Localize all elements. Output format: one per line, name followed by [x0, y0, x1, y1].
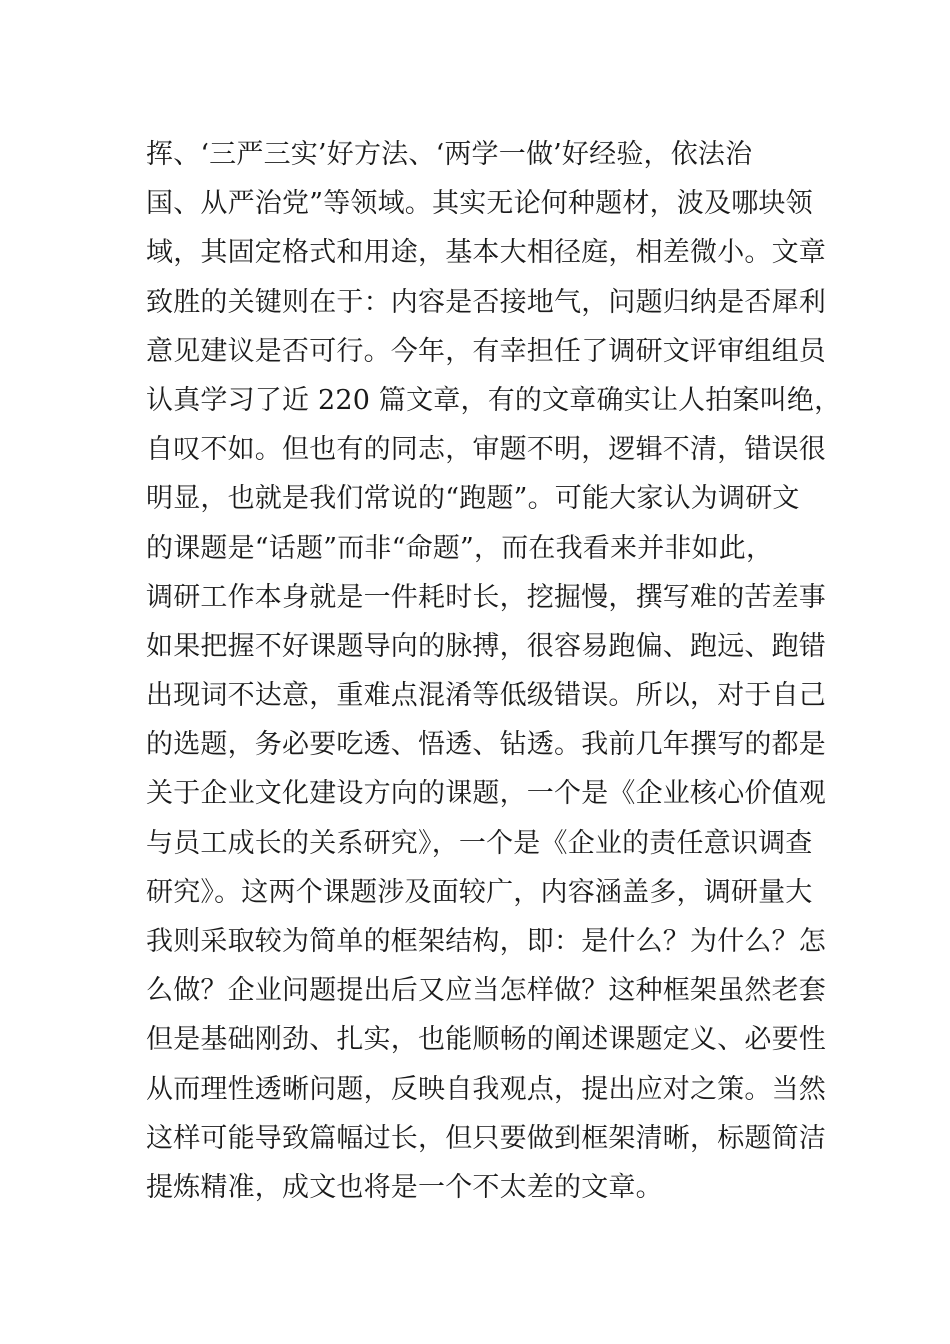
text-line: 我则采取较为简单的框架结构，即：是什么？为什么？怎	[146, 926, 826, 957]
text-line: 如果把握不好课题导向的脉搏，很容易跑偏、跑远、跑错	[146, 630, 826, 662]
text-line: 国、从严治党”等领域。其实无论何种题材，波及哪块领	[146, 188, 813, 220]
text-line: 出现词不达意，重难点混淆等低级错误。所以，对于自己	[146, 680, 826, 712]
text-line: 研究》。这两个课题涉及面较广，内容涵盖多，调研量大	[146, 876, 813, 908]
text-line: 提炼精准，成文也将是一个不太差的文章。	[146, 1171, 663, 1203]
text-line: 自叹不如。但也有的同志，审题不明，逻辑不清，错误很	[146, 434, 826, 466]
body-paragraph	[146, 130, 842, 1212]
text-line: 与员工成长的关系研究》，一个是《企业的责任意识调查	[146, 827, 813, 859]
text-line: 的课题是“话题”而非“命题”，而在我看来并非如此，	[146, 532, 774, 564]
text-line: 这样可能导致篇幅过长，但只要做到框架清晰，标题简洁	[146, 1122, 826, 1154]
text-line: 挥、‘三严三实’好方法、‘两学一做’好经验，依法治	[146, 139, 753, 170]
text-line: 但是基础刚劲、扎实，也能顺畅的阐述课题定义、必要性	[146, 1024, 826, 1056]
text-line: 致胜的关键则在于：内容是否接地气，问题归纳是否犀利	[146, 286, 826, 318]
text-line: 的选题，务必要吃透、悟透、钻透。我前几年撰写的都是	[146, 729, 826, 761]
text-line: 明显，也就是我们常说的“跑题”。可能大家认为调研文	[146, 483, 800, 515]
text-line: 域，其固定格式和用途，基本大相径庭，相差微小。文章	[146, 237, 826, 269]
text-line: 调研工作本身就是一件耗时长，挖掘慢，撰写难的苦差事	[146, 581, 826, 613]
text-line: 从而理性透晰问题，反映自我观点，提出应对之策。当然	[146, 1073, 826, 1105]
text-line: 么做？企业问题提出后又应当怎样做？这种框架虽然老套	[146, 975, 826, 1007]
text-line: 关于企业文化建设方向的课题，一个是《企业核心价值观	[146, 778, 826, 810]
text-line: 认真学习了近 220 篇文章，有的文章确实让人拍案叫绝，	[146, 384, 842, 416]
text-line: 意见建议是否可行。今年，有幸担任了调研文评审组组员	[146, 335, 826, 367]
